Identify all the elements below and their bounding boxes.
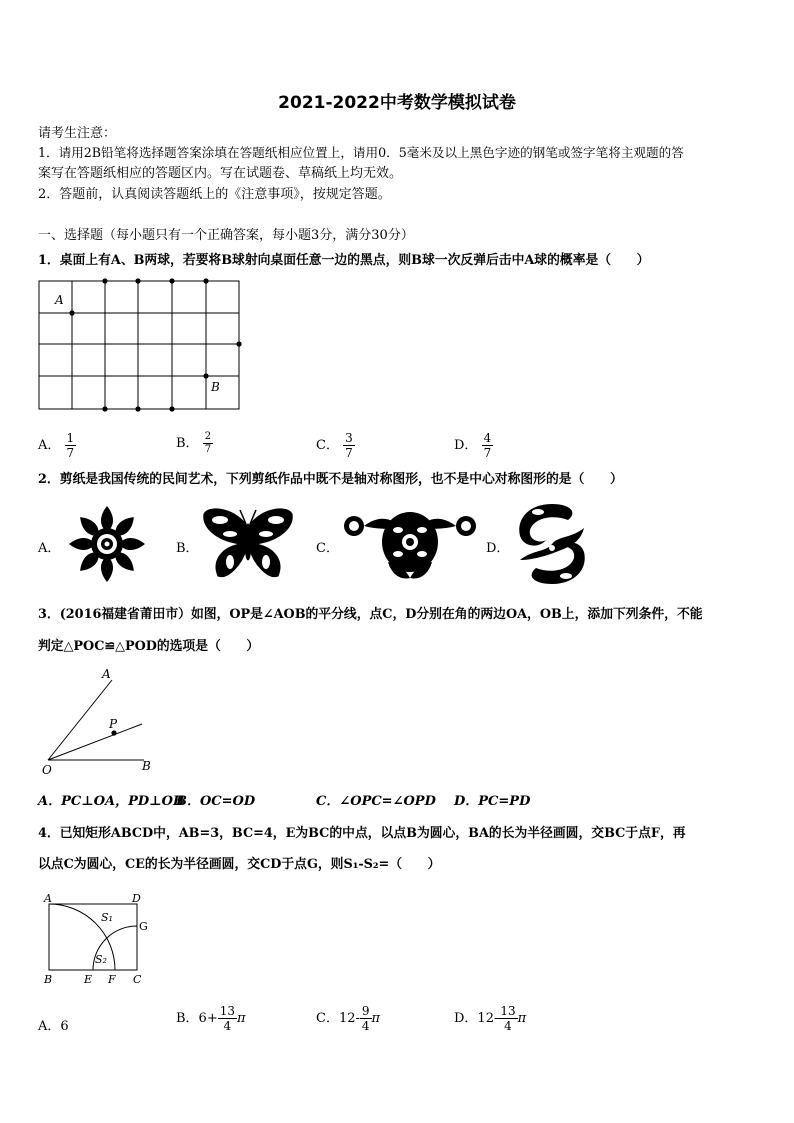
q4-rectangle-figure	[38, 890, 154, 990]
q4-label-f: F	[108, 973, 116, 986]
q1-stem: 1．桌面上有A、B两球，若要将B球射向桌面任意一边的黑点，则B球一次反弹后击中A球的概率是（ ）	[38, 253, 650, 268]
q1-option-b[interactable]: B． $\frac{2}{7}$	[176, 431, 212, 455]
notice-heading: 请考生注意：	[38, 126, 117, 141]
q1-option-a[interactable]: A． $\frac{1}{7}$	[38, 431, 75, 460]
q2-papercut-swirl	[512, 500, 592, 588]
q4-label-a: A	[44, 892, 52, 905]
page-title: 2021-2022中考数学模拟试卷	[278, 93, 516, 113]
q2-option-a[interactable]: A．	[38, 541, 61, 556]
q3-option-a[interactable]: A．PC⊥OA，PD⊥OB	[38, 794, 184, 809]
q4-option-c[interactable]: C．12- $\frac{9}{4}$ π	[316, 1004, 381, 1033]
q1-option-d[interactable]: D． $\frac{4}{7}$	[454, 431, 492, 460]
q3-label-p: P	[109, 717, 118, 731]
q4-label-e: E	[84, 973, 93, 986]
q2-papercut-flower	[64, 504, 150, 584]
q4-label-s2: S₂	[95, 953, 107, 966]
notice-line-1: 1．请用2B铅笔将选择题答案涂填在答题纸相应位置上，请用0．5毫米及以上黑色字迹的钢笔或签字笔将主观题的答	[38, 145, 684, 160]
q4-label-s1: S₁	[101, 911, 113, 924]
q3-label-o: O	[42, 763, 52, 777]
q4-label-g: G	[139, 920, 148, 933]
q1-option-c[interactable]: C． $\frac{3}{7}$	[316, 431, 353, 460]
notice-line-3: 2．答题前，认真阅读答题纸上的《注意事项》，按规定答题。	[38, 187, 391, 202]
q3-stem-line-2: 判定△POC≌△POD的选项是（ ）	[38, 639, 260, 654]
q3-option-b[interactable]: B．OC=OD	[176, 794, 256, 809]
q2-option-c[interactable]: C．	[316, 541, 339, 556]
notice-line-2: 案写在答题纸相应的答题区内。写在试题卷、草稿纸上均无效。	[38, 166, 403, 181]
q4-label-b: B	[44, 973, 53, 986]
q2-option-d[interactable]: D．	[486, 541, 510, 556]
q3-label-b: B	[142, 759, 151, 773]
q2-option-b[interactable]: B．	[176, 541, 199, 556]
q3-stem-line-1: 3．(2016福建省莆田市）如图，OP是∠AOB的平分线，点C，D分别在角的两边OA，OB上，添加下列条件，不能	[38, 607, 703, 622]
q2-papercut-butterfly	[200, 504, 296, 582]
q3-option-d[interactable]: D．PC=PD	[454, 794, 531, 809]
section-heading: 一、选择题（每小题只有一个正确答案，每小题3分，满分30分）	[38, 228, 414, 243]
q2-papercut-floral	[340, 504, 480, 584]
q4-option-a[interactable]: A．6	[38, 1019, 69, 1034]
q4-option-d[interactable]: D．12- $\frac{13}{4}$ π	[454, 1004, 527, 1033]
q1-grid-figure	[36, 278, 246, 412]
q3-option-c[interactable]: C．∠OPC=∠OPD	[316, 794, 436, 809]
q4-stem-line-2: 以点C为圆心，CE的长为半径画圆，交CD于点G，则S₁-S₂=（ ）	[38, 857, 441, 872]
q1-label-b: B	[211, 380, 220, 394]
q4-label-d: D	[132, 892, 141, 905]
q3-label-a: A	[102, 667, 111, 681]
q3-angle-figure	[38, 666, 162, 778]
q1-label-a: A	[55, 293, 64, 307]
q2-stem: 2．剪纸是我国传统的民间艺术，下列剪纸作品中既不是轴对称图形，也不是中心对称图形的是（ ）	[38, 472, 623, 487]
q4-stem-line-1: 4．已知矩形ABCD中，AB=3，BC=4，E为BC的中点，以点B为圆心，BA的长为半径画圆，交BC于点F，再	[38, 826, 686, 841]
q4-label-c: C	[133, 973, 142, 986]
q4-option-b[interactable]: B．6+ $\frac{13}{4}$ π	[176, 1004, 246, 1033]
